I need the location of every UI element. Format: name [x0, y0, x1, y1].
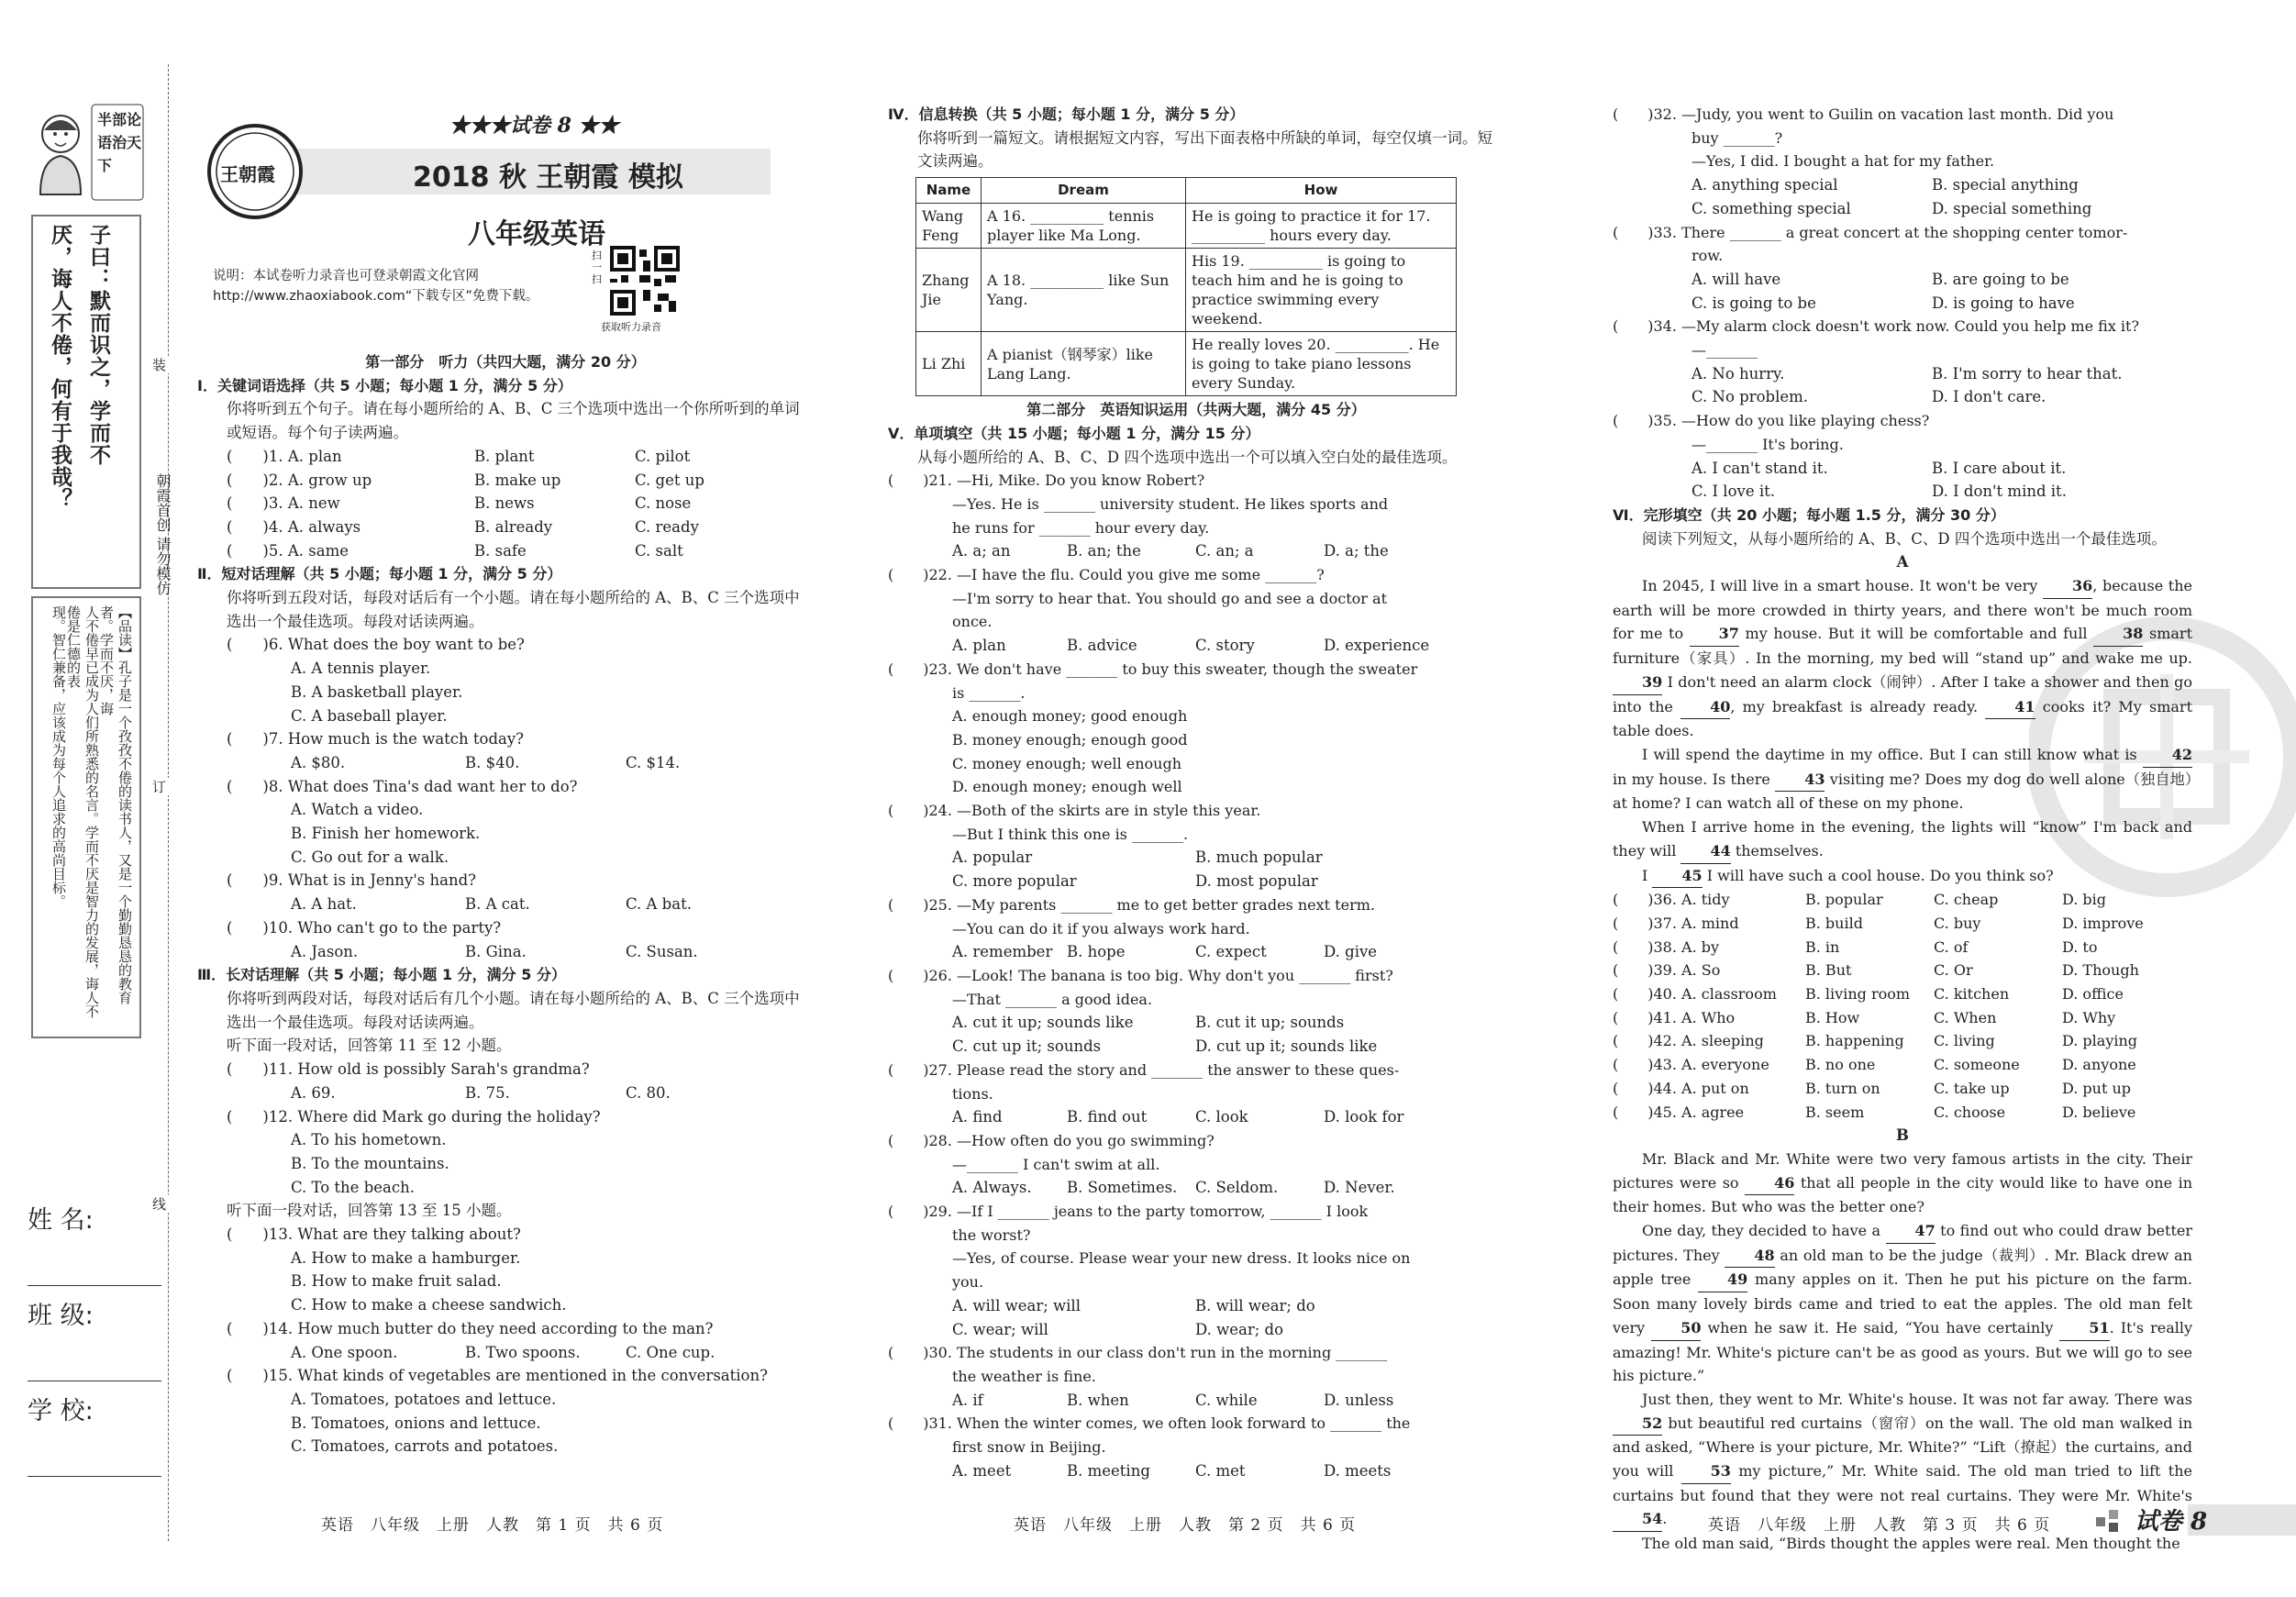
cloze-question[interactable]	[1613, 1053, 2192, 1077]
page2-footer: 英语 八年级 上册 人教 第 2 页 共 6 页	[1014, 1516, 1357, 1535]
cloze-question[interactable]	[1613, 1077, 2192, 1101]
cloze-option[interactable]: D. to	[2062, 937, 2098, 956]
cloze-option[interactable]: C. living	[1934, 1032, 1995, 1050]
section3-sub2: 听下面一段对话，回答第 13 至 15 小题。	[227, 1202, 512, 1220]
passage-text: but beautiful red curtains（窗帘）on the wall. The old man walked in and asked, “Where is your picture, Mr. White?” “Lift（撩起）the curtains, and you will	[1613, 1414, 2192, 1481]
th-name: Name	[916, 178, 982, 204]
q35-options-cd[interactable]: C. I love it. D. I don't mind it.	[1691, 482, 2067, 501]
passage-text: , my breakfast is already ready.	[1730, 697, 1986, 715]
q15-option-b[interactable]: B. Tomatoes, onions and lettuce.	[291, 1414, 541, 1432]
question-15[interactable]: ( )15. What kinds of vegetables are mentioned in the conversation?	[227, 1367, 768, 1385]
info-table-header	[916, 178, 1457, 204]
page2-column	[888, 103, 1504, 1482]
cloze-option[interactable]: D. believe	[2062, 1103, 2136, 1121]
th-dream: Dream	[982, 178, 1186, 204]
q29-line: the worst?	[952, 1225, 1031, 1244]
q30-line: the weather is fine.	[952, 1367, 1096, 1385]
passage-text: I will have such a cool house. Do you think so?	[1702, 866, 2054, 884]
cloze-option[interactable]: B. turn on	[1805, 1079, 1880, 1097]
question-29[interactable]: ( )29. —If I _______ jeans to the party tomorrow, _______ I look	[888, 1203, 1369, 1221]
cloze-option[interactable]: ( )41. A. Who	[1613, 1008, 1736, 1026]
question-28[interactable]: ( )28. —How often do you go swimming?	[888, 1131, 1215, 1149]
cloze-question[interactable]	[1613, 936, 2192, 959]
passage-text: Mr. Black and Mr. White were two very famous artists in the city. Their pictures were so	[1613, 1149, 2192, 1192]
passage-b	[1613, 1148, 2192, 1556]
q29-options-ab[interactable]: A. will wear; will B. will wear; do	[952, 1296, 1315, 1314]
q25-options[interactable]: A. remember B. hope C. expect D. give	[952, 943, 1378, 961]
cloze-blank[interactable]: 45	[1652, 864, 1702, 889]
question-12[interactable]: ( )12. Where did Mark go during the holiday?	[227, 1107, 601, 1126]
q29-options-cd[interactable]: C. wear; will D. wear; do	[952, 1320, 1284, 1338]
question-27[interactable]: ( )27. Please read the story and _______ the answer to these ques-	[888, 1060, 1400, 1079]
question-8[interactable]: ( )8. What does Tina's dad want her to do?	[227, 777, 578, 795]
qr-code-icon[interactable]	[610, 246, 680, 316]
q28-line: —_______ I can't swim at all.	[952, 1155, 1160, 1173]
q23-option-b[interactable]: B. money enough; enough good	[952, 730, 1188, 749]
section5-directions: 从每小题所给的 A、B、C、D 四个选项中选出一个可以填入空白处的最佳选项。	[917, 448, 1458, 466]
q22-line: once.	[952, 613, 993, 631]
cloze-option[interactable]: B. living room	[1805, 985, 1911, 1004]
q35-options-ab[interactable]: A. I can't stand it. B. I care about it.	[1691, 459, 2067, 477]
q15-option-a[interactable]: A. Tomatoes, potatoes and lettuce.	[291, 1390, 557, 1408]
cloze-blank[interactable]: 41	[1985, 695, 2035, 720]
cloze-option[interactable]: ( )43. A. everyone	[1613, 1056, 1769, 1074]
q12-option-c[interactable]: C. To the beach.	[291, 1178, 415, 1196]
q32-line: —Yes, I did. I bought a hat for my father.	[1691, 152, 1995, 171]
q27-options[interactable]: A. find B. find out C. look D. look for	[952, 1108, 1404, 1126]
q34-options-ab[interactable]: A. No hurry. B. I'm sorry to hear that.	[1691, 364, 2123, 383]
cloze-blank[interactable]: 42	[2143, 743, 2192, 768]
table-cell: Li Zhi	[916, 332, 982, 396]
question-24[interactable]: ( )24. —Both of the skirts are in style this year.	[888, 802, 1261, 820]
cloze-option[interactable]: D. big	[2062, 891, 2107, 909]
question-30[interactable]: ( )30. The students in our class don't run in the morning _______	[888, 1344, 1388, 1362]
passage-paragraph	[1613, 815, 2192, 863]
cloze-question[interactable]	[1613, 982, 2192, 1006]
section1-title: Ⅰ．关键词语选择（共 5 小题；每小题 1 分，满分 5 分）	[197, 376, 572, 394]
passage-b-label: B	[1896, 1126, 1909, 1145]
cloze-blank[interactable]: 37	[1690, 622, 1739, 647]
th-how: How	[1186, 178, 1457, 204]
cut-mark-3: 线	[150, 1197, 167, 1211]
q32-line: buy _______?	[1691, 128, 1783, 147]
passage-paragraph	[1613, 1219, 2192, 1388]
cloze-question[interactable]	[1613, 912, 2192, 936]
left-sidebar	[28, 103, 145, 1029]
confucius-seal	[28, 103, 145, 204]
cloze-option[interactable]: D. Why	[2062, 1008, 2116, 1026]
school-field[interactable]	[28, 1381, 161, 1477]
passage-text: visiting me? Does my dog do well alone（独自地）at home? I can watch all of these on my phone.	[1613, 770, 2193, 813]
cloze-blank[interactable]: 49	[1698, 1268, 1747, 1292]
question-1[interactable]: ( )1. A. plan B. plant C. pilot	[227, 447, 691, 465]
cut-mark-1: 装	[150, 358, 167, 372]
page3-column	[1613, 103, 2192, 1556]
part1-title: 第一部分 听力（共四大题，满分 20 分）	[365, 353, 646, 371]
question-22[interactable]: ( )22. —I have the flu. Could you give me some _______?	[888, 566, 1325, 584]
q6-option-c[interactable]: C. A baseball player.	[291, 706, 448, 725]
page3-footer: 英语 八年级 上册 人教 第 3 页 共 6 页	[1708, 1516, 2051, 1535]
question-10[interactable]: ( )10. Who can't go to the party?	[227, 918, 502, 937]
exam-title: 2018 秋 王朝霞 模拟	[413, 161, 683, 194]
cloze-option[interactable]: C. take up	[1934, 1079, 2010, 1097]
question-6[interactable]: ( )6. What does the boy want to be?	[227, 636, 525, 654]
passage-a	[1613, 574, 2192, 888]
q31-line: first snow in Beijing.	[952, 1438, 1106, 1457]
cloze-question[interactable]	[1613, 959, 2192, 982]
page1-column	[197, 350, 814, 1458]
cloze-question[interactable]	[1613, 1006, 2192, 1030]
q26-options-ab[interactable]: A. cut it up; sounds like B. cut it up; sounds	[952, 1014, 1345, 1032]
table-cell[interactable]: He really loves 20. __________. He is going to take piano lessons every Sunday.	[1186, 332, 1457, 396]
pindu-line-2: 人不倦早已成为人们所熟悉的名言。学而不厌是智力的发展，诲人不倦是仁德的表	[65, 605, 100, 1018]
cloze-option[interactable]: D. improve	[2062, 914, 2144, 932]
question-5[interactable]: ( )5. A. same B. safe C. salt	[227, 541, 683, 560]
q10-options[interactable]: A. Jason. B. Gina. C. Susan.	[291, 942, 698, 960]
q21-line: he runs for _______ hour every day.	[952, 518, 1210, 537]
q34-options-cd[interactable]: C. No problem. D. I don't care.	[1691, 388, 2046, 406]
cloze-blank[interactable]: 52	[1613, 1412, 1662, 1436]
passage-paragraph	[1613, 864, 2192, 889]
passage-text: I will spend the daytime in my office. But I can still know what is	[1642, 745, 2143, 763]
cloze-blank[interactable]: 53	[1681, 1459, 1731, 1484]
passage-text: in my house. Is there	[1613, 770, 1776, 788]
section3-directions: 你将听到两段对话，每段对话后有几个小题。请在每小题所给的 A、B、C 三个选项中选出一个最佳选项。每段对话读两遍。	[227, 989, 800, 1031]
passage-text: I	[1642, 866, 1653, 884]
question-3[interactable]: ( )3. A. new B. news C. nose	[227, 494, 692, 513]
cut-mark-2: 订	[150, 780, 167, 793]
question-35[interactable]: ( )35. —How do you like playing chess?	[1613, 412, 1930, 430]
passage-text: The old man said, “Birds thought the apples were real. Men thought the	[1642, 1535, 2180, 1553]
passage-text: when he saw it. He said, “You have certainly	[1701, 1318, 2060, 1336]
section2-directions: 你将听到五段对话，每段对话后有一个小题。请在每小题所给的 A、B、C 三个选项中选出一个最佳选项。每段对话读两遍。	[227, 589, 800, 630]
q24-line: —But I think this one is _______.	[952, 825, 1189, 843]
question-21[interactable]: ( )21. —Hi, Mike. Do you know Robert?	[888, 471, 1205, 490]
cloze-option[interactable]: B. popular	[1805, 891, 1883, 909]
cloze-option[interactable]: C. cheap	[1934, 891, 1999, 909]
cloze-option[interactable]: ( )40. A. classroom	[1613, 985, 1777, 1004]
name-field[interactable]	[28, 1191, 161, 1286]
question-33[interactable]: ( )33. There _______ a great concert at the shopping center tomor-	[1613, 223, 2128, 241]
question-32[interactable]: ( )32. —Judy, you went to Guilin on vacation last month. Did you	[1613, 105, 2114, 123]
school-label: 学 校:	[28, 1397, 94, 1425]
passage-paragraph	[1613, 743, 2192, 815]
cloze-option[interactable]: C. of	[1934, 937, 1969, 956]
table-row	[916, 249, 1457, 332]
cloze-blank[interactable]: 44	[1680, 839, 1730, 864]
exam-note: 说明：本试卷听力录音也可登录朝霞文化官网 http://www.zhaoxiabook.com“下载专区”免费下载。	[213, 269, 539, 304]
passage-text: an old man to be the judge（裁判）. Mr. Black drew an apple tree	[1613, 1246, 2192, 1289]
q8-option-c[interactable]: C. Go out for a walk.	[291, 848, 449, 866]
cloze-option[interactable]: B. seem	[1805, 1103, 1865, 1121]
table-row	[916, 204, 1457, 249]
question-7[interactable]: ( )7. How much is the watch today?	[227, 730, 525, 749]
question-14[interactable]: ( )14. How much butter do they need according to the man?	[227, 1319, 714, 1337]
cut-line-text: 朝霞首创 请勿模仿	[154, 473, 172, 596]
passage-a-label: A	[1896, 553, 1909, 571]
q31-options[interactable]: A. meet B. meeting C. met D. meets	[952, 1461, 1392, 1480]
cloze-blank[interactable]: 47	[1886, 1219, 1936, 1244]
q28-options[interactable]: A. Always. B. Sometimes. C. Seldom. D. Never.	[952, 1179, 1395, 1197]
table-row	[916, 332, 1457, 396]
q15-option-c[interactable]: C. Tomatoes, carrots and potatoes.	[291, 1437, 559, 1456]
q32-options-ab[interactable]: A. anything special B. special anything	[1691, 176, 2079, 194]
cloze-option[interactable]: ( )44. A. put on	[1613, 1079, 1749, 1097]
table-cell[interactable]: A 18. __________ like Sun Yang.	[982, 249, 1186, 332]
passage-text: Just then, they went to Mr. White's house. It was not far away. There was	[1642, 1390, 2192, 1408]
section2-title: Ⅱ．短对话理解（共 5 小题；每小题 1 分，满分 5 分）	[197, 565, 562, 583]
cloze-option[interactable]: C. When	[1934, 1008, 1997, 1026]
q24-options-ab[interactable]: A. popular B. much popular	[952, 848, 1323, 867]
cloze-question[interactable]	[1613, 1029, 2192, 1053]
cloze-blank[interactable]: 36	[2043, 574, 2092, 599]
cloze-option[interactable]: ( )42. A. sleeping	[1613, 1032, 1764, 1050]
page1-footer: 英语 八年级 上册 人教 第 1 页 共 6 页	[321, 1516, 664, 1535]
q12-option-a[interactable]: A. To his hometown.	[291, 1131, 447, 1149]
cloze-option[interactable]: C. Or	[1934, 961, 1973, 980]
cloze-blank[interactable]: 54	[1613, 1507, 1662, 1532]
section3-title: Ⅲ．长对话理解（共 5 小题；每小题 1 分，满分 5 分）	[197, 966, 566, 984]
q12-option-b[interactable]: B. To the mountains.	[291, 1154, 449, 1172]
q14-options[interactable]: A. One spoon. B. Two spoons. C. One cup.	[291, 1343, 715, 1361]
table-cell: Wang Feng	[916, 204, 982, 249]
cloze-option[interactable]: ( )37. A. mind	[1613, 914, 1739, 932]
q35-line: —_______ It's boring.	[1691, 435, 1844, 453]
q33-line: row.	[1691, 247, 1724, 265]
cloze-option[interactable]: B. build	[1805, 914, 1863, 932]
exam-header	[188, 103, 830, 286]
passage-text: that all people in the city would like to have one in their homes. But who was the better one?	[1613, 1173, 2193, 1216]
table-cell[interactable]: His 19. __________ is going to teach him and he is going to practice swimming every weekend.	[1186, 249, 1457, 332]
q6-option-a[interactable]: A. A tennis player.	[291, 660, 431, 678]
cloze-option[interactable]: C. kitchen	[1934, 985, 2010, 1004]
pindu-commentary-box	[31, 596, 141, 1038]
cloze-blank[interactable]: 50	[1651, 1316, 1701, 1341]
passage-text: to find out who could draw better pictures. They	[1613, 1222, 2193, 1264]
q34-line: —_______	[1691, 341, 1758, 360]
q33-options-ab[interactable]: A. will have B. are going to be	[1691, 270, 2069, 288]
cloze-option[interactable]: D. Though	[2062, 961, 2139, 980]
q13-option-c[interactable]: C. How to make a cheese sandwich.	[291, 1296, 567, 1314]
q24-options-cd[interactable]: C. more popular D. most popular	[952, 872, 1318, 891]
cloze-option[interactable]: C. buy	[1934, 914, 1981, 932]
section5-title: Ⅴ．单项填空（共 15 小题；每小题 1 分，满分 15 分）	[888, 424, 1260, 442]
q13-option-b[interactable]: B. How to make fruit salad.	[291, 1272, 502, 1291]
q11-options[interactable]: A. 69. B. 75. C. 80.	[291, 1083, 671, 1102]
q6-option-b[interactable]: B. A basketball player.	[291, 682, 463, 701]
q29-line: —Yes, of course. Please wear your new dress. It looks nice on	[952, 1249, 1411, 1268]
q26-options-cd[interactable]: C. cut up it; sounds D. cut up it; sounds like	[952, 1037, 1378, 1056]
question-26[interactable]: ( )26. —Look! The banana is too big. Why don't you _______ first?	[888, 966, 1393, 984]
q33-options-cd[interactable]: C. is going to be D. is going to have	[1691, 294, 2075, 312]
q23-option-a[interactable]: A. enough money; good enough	[952, 707, 1188, 726]
passage-text: many apples on it. Then he put his picture on the farm. Soon many lovely birds came and tried to eat the apples. The old man felt very	[1613, 1270, 2192, 1336]
student-info-block	[28, 1191, 161, 1477]
question-11[interactable]: ( )11. How old is possibly Sarah's grandma?	[227, 1060, 590, 1079]
question-13[interactable]: ( )13. What are they talking about?	[227, 1225, 521, 1244]
quote-line-2: 厌，诲人不倦，何有于我哉？	[48, 224, 72, 510]
exam-ribbon	[2096, 1501, 2296, 1537]
table-cell: A pianist（钢琴家）like Lang Lang.	[982, 332, 1186, 396]
exam-subject: 八年级英语	[468, 218, 605, 250]
passage-text: In 2045, I will live in a smart house. It won't be very	[1642, 577, 2043, 595]
question-4[interactable]: ( )4. A. always B. already C. ready	[227, 517, 699, 536]
cloze-option[interactable]: C. someone	[1934, 1056, 2020, 1074]
class-field[interactable]	[28, 1286, 161, 1381]
passage-text: . It's really amazing! Mr. White's picture can't be as good as yours. But we will go to see his picture.”	[1613, 1318, 2193, 1385]
question-31[interactable]: ( )31. When the winter comes, we often look forward to _______ the	[888, 1414, 1411, 1433]
q23-option-c[interactable]: C. money enough; well enough	[952, 754, 1182, 772]
name-label: 姓 名:	[28, 1206, 94, 1235]
confucius-quote-box	[31, 215, 141, 589]
exam-number: ★★★试卷 8 ★★	[449, 114, 619, 138]
passage-paragraph	[1613, 574, 2192, 743]
passage-text: my house. But it will be comfortable and full	[1738, 625, 2094, 643]
quote-line-1: 子曰：默而识之，学而不	[86, 224, 110, 466]
question-2[interactable]: ( )2. A. grow up B. make up C. get up	[227, 471, 704, 489]
question-9[interactable]: ( )9. What is in Jenny's hand?	[227, 871, 477, 890]
q8-option-b[interactable]: B. Finish her homework.	[291, 825, 481, 843]
cloze-blank[interactable]: 39	[1613, 671, 1662, 695]
q23-line: is _______.	[952, 683, 1026, 702]
seal-text: 半部论语治天下	[97, 111, 142, 174]
q32-options-cd[interactable]: C. something special D. special something	[1691, 199, 2092, 217]
table-cell[interactable]: He is going to practice it for 17. __________ hours every day.	[1186, 204, 1457, 249]
cloze-question[interactable]	[1613, 888, 2192, 912]
table-cell: Zhang Jie	[916, 249, 982, 332]
cut-line	[168, 64, 169, 1541]
q22-options[interactable]: A. plan B. advice C. story D. experience	[952, 637, 1430, 655]
passage-text: One day, they decided to have a	[1642, 1222, 1886, 1240]
section3-sub1: 听下面一段对话，回答第 11 至 12 小题。	[227, 1037, 512, 1055]
qr-caption: 获取听力录音	[601, 321, 661, 333]
section6-title: Ⅵ．完形填空（共 20 小题；每小题 1.5 分，满分 30 分）	[1613, 505, 2005, 524]
class-label: 班 级:	[28, 1302, 94, 1330]
passage-text: cooks it? My smart table does.	[1613, 697, 2193, 740]
cloze-blank[interactable]: 43	[1775, 768, 1825, 793]
passage-text: themselves.	[1730, 841, 1824, 859]
q29-line: you.	[952, 1273, 984, 1292]
cloze-option[interactable]: D. office	[2062, 985, 2124, 1004]
table-cell[interactable]: A 16. __________ tennis player like Ma Long.	[982, 204, 1186, 249]
q23-option-d[interactable]: D. enough money; enough well	[952, 778, 1182, 796]
passage-paragraph	[1613, 1148, 2192, 1219]
question-25[interactable]: ( )25. —My parents _______ me to get better grades next term.	[888, 895, 1375, 914]
cloze-option[interactable]: B. How	[1805, 1008, 1860, 1026]
q21-line: —Yes. He is _______ university student. He likes sports and	[952, 494, 1389, 513]
ribbon-text: 试卷 8	[2135, 1508, 2208, 1536]
cloze-option[interactable]: D. put up	[2062, 1079, 2132, 1097]
cloze-option[interactable]: ( )45. A. agree	[1613, 1103, 1745, 1121]
cloze-option[interactable]: D. playing	[2062, 1032, 2138, 1050]
passage-text: my picture,” Mr. White said. The old man tried to lift the curtains but found that they were not real curtains. They were Mr. White's	[1613, 1462, 2192, 1504]
passage-text: I don't need an alarm clock（闹钟）. After I take a shower and then go into the	[1613, 672, 2192, 715]
cloze-option[interactable]: ( )36. A. tidy	[1613, 891, 1730, 909]
q8-option-a[interactable]: A. Watch a video.	[291, 801, 424, 819]
cloze-option[interactable]: ( )38. A. by	[1613, 937, 1720, 956]
q21-options[interactable]: A. a; an B. an; the C. an; a D. a; the	[952, 542, 1389, 560]
qr-block	[592, 246, 683, 333]
cloze-option[interactable]: D. anyone	[2062, 1056, 2136, 1074]
q25-line: —You can do it if you always work hard.	[952, 919, 1250, 937]
part2-title: 第二部分 英语知识运用（共两大题，满分 45 分）	[1026, 401, 1366, 419]
q26-line: —That _______ a good idea.	[952, 990, 1153, 1008]
section6-directions: 阅读下列短文，从每小题所给的 A、B、C、D 四个选项中选出一个最佳选项。	[1642, 529, 2167, 548]
q9-options[interactable]: A. A hat. B. A cat. C. A bat.	[291, 895, 692, 914]
section4-directions: 你将听到一篇短文。请根据短文内容，写出下面表格中所缺的单词，每空仅填一词。短文读两遍。	[917, 128, 1492, 171]
q22-line: —I'm sorry to hear that. You should go and see a doctor at	[952, 589, 1387, 607]
question-34[interactable]: ( )34. —My alarm clock doesn't work now. Could you help me fix it?	[1613, 317, 2140, 336]
cloze-option[interactable]: B. in	[1805, 937, 1840, 956]
cloze-blank[interactable]: 48	[1725, 1244, 1774, 1269]
q30-options[interactable]: A. if B. when C. while D. unless	[952, 1391, 1394, 1409]
pindu-line-1: 【品读】孔子是一个孜孜不倦的读书人，又是一个勤勤恳恳的教育者。学而不厌，诲	[98, 605, 133, 1004]
logo-text: 王朝霞	[220, 163, 275, 185]
passage-text: smart furniture（家具）. In the morning, my bed will “stand up” and wake me up.	[1613, 625, 2192, 668]
info-table	[915, 177, 1457, 396]
passage-text: , because the earth will be more crowded in thirty years, and there won't be much room for me to	[1613, 577, 2193, 643]
cloze-blank[interactable]: 40	[1680, 695, 1730, 720]
passage-text: .	[1662, 1510, 1668, 1528]
question-23[interactable]: ( )23. We don't have _______ to buy this sweater, though the sweater	[888, 660, 1418, 678]
q7-options[interactable]: A. $80. B. $40. C. $14.	[291, 753, 681, 771]
cloze-blank[interactable]: 51	[2059, 1316, 2109, 1341]
cloze-option[interactable]: B. But	[1805, 961, 1852, 980]
pindu-line-3: 现。智仁兼备，应该成为每个人追求的高尚目标。	[50, 605, 67, 908]
cloze-option[interactable]: B. no one	[1805, 1056, 1876, 1074]
cloze-blank[interactable]: 38	[2093, 622, 2143, 647]
cloze-a-options	[1613, 888, 2192, 1124]
q13-option-a[interactable]: A. How to make a hamburger.	[291, 1248, 521, 1267]
cloze-question[interactable]	[1613, 1101, 2192, 1125]
section4-title: Ⅳ．信息转换（共 5 小题；每小题 1 分，满分 5 分）	[888, 105, 1245, 123]
qr-side-text: 扫一扫	[592, 250, 602, 285]
cloze-option[interactable]: B. happening	[1805, 1032, 1904, 1050]
cloze-blank[interactable]: 46	[1745, 1171, 1794, 1196]
cloze-option[interactable]: C. choose	[1934, 1103, 2006, 1121]
passage-text: When I arrive home in the evening, the lights will “know” I'm back and they will	[1613, 818, 2192, 859]
section1-directions: 你将听到五个句子。请在每小题所给的 A、B、C 三个选项中选出一个你所听到的单词或短语。每个句子读两遍。	[227, 400, 800, 442]
q27-line: tions.	[952, 1084, 993, 1103]
section1-questions	[197, 445, 814, 563]
cloze-option[interactable]: ( )39. A. So	[1613, 961, 1721, 980]
